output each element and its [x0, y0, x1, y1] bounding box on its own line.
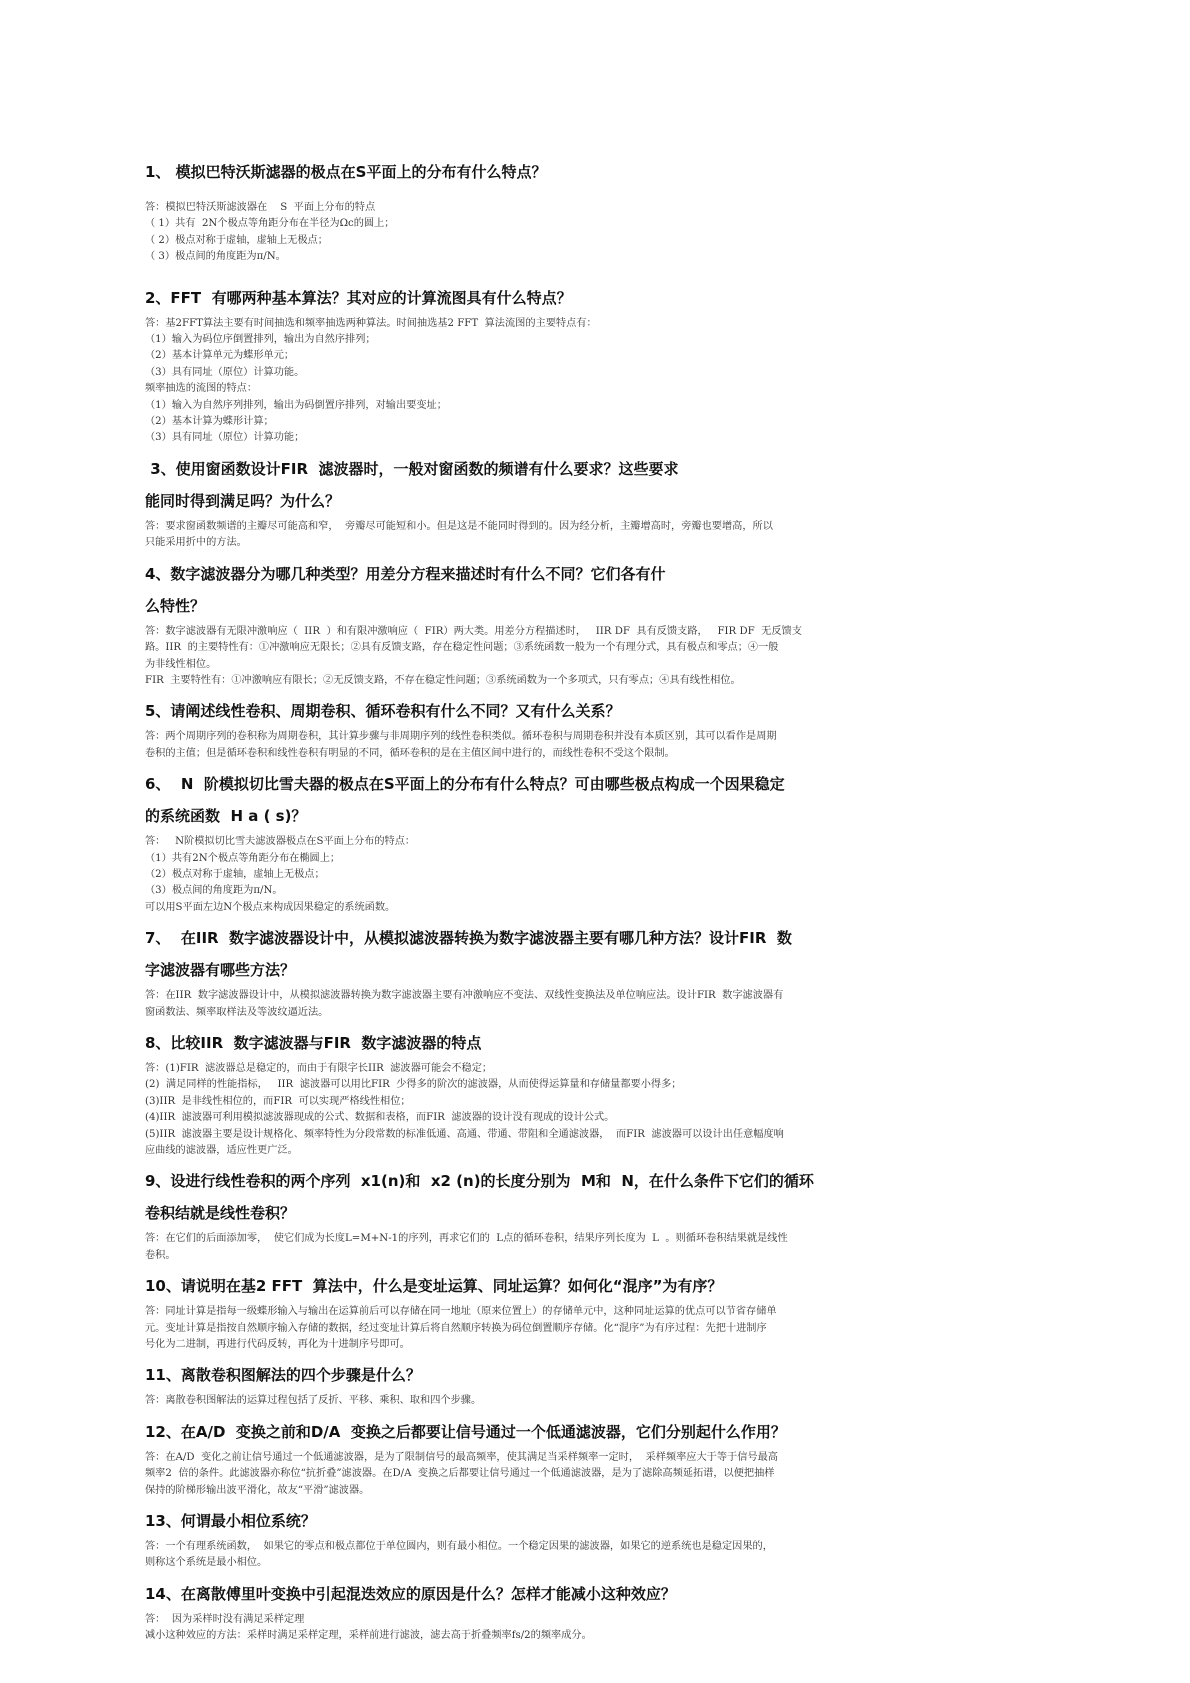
question-title — [145, 286, 865, 310]
qa-item — [145, 699, 865, 762]
question-title-line: 7、 在IIR 数字滤波器设计中，从模拟滤波器转换为数字滤波器主要有哪几种方法？设计FIR 数 — [145, 929, 792, 948]
answer-line: 则称这个系统是最小相位。 — [145, 1557, 268, 1569]
question-title-line: 字滤波器有哪些方法？ — [145, 961, 296, 980]
answer-line: 可以用S平面左边N个极点来构成因果稳定的系统函数。 — [145, 901, 396, 913]
question-title — [145, 457, 865, 513]
qa-item — [145, 457, 865, 552]
question-title — [145, 1169, 865, 1225]
answer-line: 答：(1)FIR 滤波器总是稳定的，而由于有限字长IIR 滤波器可能会不稳定； — [145, 1062, 493, 1074]
answer-line: 答：一个有理系统函数， 如果它的零点和极点都位于单位圆内，则有最小相位。一个稳定因果的滤波器，如果它的逆系统也是稳定因果的， — [145, 1541, 773, 1553]
qa-item — [145, 1169, 865, 1264]
answer-line: 答：离散卷积图解法的运算过程包括了反折、平移、乘积、取和四个步骤。 — [145, 1395, 482, 1407]
question-title-line: 卷积结就是线性卷积？ — [145, 1204, 296, 1223]
answer-line: 减小这种效应的方法：采样时满足采样定理，采样前进行滤波，滤去高于折叠频率fs/2的频率成分。 — [145, 1630, 592, 1642]
question-title — [145, 1031, 865, 1055]
answer-text — [145, 624, 865, 690]
answer-line: （3）具有同址（原位）计算功能； — [145, 432, 305, 444]
question-title-line: 4、数字滤波器分为哪几种类型？用差分方程来描述时有什么不同？它们各有什 — [145, 564, 666, 583]
qa-item — [145, 1582, 865, 1645]
answer-text — [145, 1539, 865, 1572]
question-title-line: 9、设进行线性卷积的两个序列 x1(n)和 x2 (n)的长度分别为 M和 N，在什么条件下它们的循环 — [145, 1172, 814, 1191]
question-title-line: 6、 N 阶模拟切比雪夫器的极点在S平面上的分布有什么特点？可由哪些极点构成一个因果稳定 — [145, 775, 785, 794]
question-title-line: 10、请说明在基2 FFT 算法中，什么是变址运算、同址运算？如何化“混序”为有序？ — [145, 1277, 723, 1296]
answer-line: （1）输入为码位序倒置排列，输出为自然序排列； — [145, 334, 376, 346]
answer-text — [145, 1231, 865, 1264]
answer-line: 频率2 倍的条件。此滤波器亦称位“抗折叠”滤波器。在D/A 变换之后都要让信号通过一个低通滤波器，是为了滤除高频延拓谱，以便把抽样 — [145, 1468, 775, 1480]
answer-text — [145, 1061, 865, 1159]
question-title-line: 能同时得到满足吗？为什么？ — [145, 491, 341, 510]
answer-line: （ 3）极点间的角度距为π/N。 — [145, 251, 286, 263]
question-title — [145, 772, 865, 828]
answer-line: 为非线性相位。 — [145, 658, 217, 670]
question-title — [145, 1582, 865, 1606]
question-title — [145, 1420, 865, 1444]
answer-line: 答：要求窗函数频谱的主瓣尽可能高和窄， 旁瓣尽可能短和小。但是这是不能同时得到的。因为经分析，主瓣增高时，旁瓣也要增高，所以 — [145, 520, 773, 532]
answer-line: 路。IIR 的主要特性有：①冲激响应无限长；②具有反馈支路，存在稳定性问题；③系统函数一般为一个有理分式，具有极点和零点；④一般 — [145, 642, 779, 654]
question-title-line: 5、请阐述线性卷积、周期卷积、循环卷积有什么不同？又有什么关系？ — [145, 702, 621, 721]
question-title — [145, 1509, 865, 1533]
answer-line: 答：在IIR 数字滤波器设计中，从模拟滤波器转换为数字滤波器主要有冲激响应不变法、双线性变换法及单位响应法。设计FIR 数字滤波器有 — [145, 990, 784, 1002]
answer-text — [145, 1304, 865, 1353]
answer-line: 应曲线的滤波器，适应性更广泛。 — [145, 1145, 298, 1156]
qa-item — [145, 926, 865, 1021]
answer-line: （3）具有同址（原位）计算功能。 — [145, 366, 305, 378]
answer-line: 答：同址计算是指每一级蝶形输入与输出在运算前后可以存储在同一地址（原来位置上）的存储单元中，这种同址运算的优点可以节省存储单 — [145, 1306, 777, 1318]
answer-line: 答：数字滤波器有无限冲激响应（ IIR ）和有限冲激响应（ FIR）两大类。用差分方程描述时， IIR DF 具有反馈支路， FIR DF 无反馈支 — [145, 625, 802, 637]
answer-text — [145, 834, 865, 916]
answer-line: （3）极点间的角度距为π/N。 — [145, 885, 283, 897]
answer-text — [145, 1450, 865, 1499]
answer-line: 答： N阶模拟切比雪夫滤波器极点在S平面上分布的特点： — [145, 836, 416, 848]
answer-text — [145, 729, 865, 762]
answer-line: （2）基本计算为蝶形计算； — [145, 416, 274, 428]
qa-item — [145, 562, 865, 690]
answer-line: 保持的阶梯形输出波平滑化，故友“平滑”滤波器。 — [145, 1484, 370, 1496]
qa-item — [145, 1420, 865, 1499]
qa-item — [145, 1509, 865, 1572]
answer-line: （1）共有2N个极点等角距分布在椭圆上； — [145, 852, 341, 864]
question-title-line: 的系统函数 H a ( s)？ — [145, 807, 307, 826]
answer-text — [145, 988, 865, 1021]
answer-line: 答：基2FFT算法主要有时间抽选和频率抽选两种算法。时间抽选基2 FFT 算法流图的主要特点有： — [145, 317, 597, 329]
answer-line: 答： 因为采样时没有满足采样定理 — [145, 1613, 305, 1625]
answer-text — [145, 200, 865, 266]
answer-text — [145, 316, 865, 447]
answer-line: （1）输入为自然序列排列，输出为码倒置序排列，对输出要变址； — [145, 399, 447, 411]
qa-item — [145, 286, 865, 447]
answer-line: 窗函数法、频率取样法及等波纹逼近法。 — [145, 1006, 329, 1018]
qa-item — [145, 1274, 865, 1353]
question-title — [145, 160, 865, 184]
answer-line: 号化为二进制，再进行代码反转，再化为十进制序号即可。 — [145, 1339, 410, 1351]
answer-line: 元。变址计算是指按自然顺序输入存储的数据，经过变址计算后将自然顺序转换为码位倒置顺序存储。化“混序”为有序过程：先把十进制序 — [145, 1322, 767, 1334]
answer-text — [145, 519, 865, 552]
qa-item — [145, 160, 865, 266]
answer-line: FIR 主要特性有：①冲激响应有限长；②无反馈支路，不存在稳定性问题；③系统函数为一个多项式，只有零点；④具有线性相位。 — [145, 674, 741, 686]
question-title-line: 么特性？ — [145, 596, 206, 615]
answer-line: (3)IIR 是非线性相位的，而FIR 可以实现严格线性相位； — [145, 1095, 411, 1107]
question-title-line: 11、离散卷积图解法的四个步骤是什么？ — [145, 1366, 421, 1385]
question-title-line: 13、何谓最小相位系统？ — [145, 1512, 316, 1531]
answer-line: （2）极点对称于虚轴，虚轴上无极点； — [145, 868, 325, 880]
answer-line: (2) 满足同样的性能指标， IIR 滤波器可以用比FIR 少得多的阶次的滤波器，从而使得运算量和存储量都要小得多； — [145, 1079, 682, 1091]
answer-line: 答：两个周期序列的卷积称为周期卷积，其计算步骤与非周期序列的线性卷积类似。循环卷积与周期卷积并没有本质区别，其可以看作是周期 — [145, 731, 777, 743]
qa-list — [145, 160, 865, 1655]
question-title — [145, 926, 865, 982]
answer-text — [145, 1393, 865, 1409]
answer-line: （ 1）共有 2N个极点等角距分布在半径为Ωc的圆上； — [145, 218, 395, 230]
question-title-line: 12、在A/D 变换之前和D/A 变换之后都要让信号通过一个低通滤波器，它们分别起什么作用？ — [145, 1422, 786, 1441]
answer-line: （2）基本计算单元为蝶形单元； — [145, 350, 295, 362]
question-title-line: 1、 模拟巴特沃斯滤器的极点在S平面上的分布有什么特点？ — [145, 163, 547, 181]
answer-text — [145, 1612, 865, 1645]
question-title — [145, 562, 865, 618]
question-title-line: 2、FFT 有哪两种基本算法？其对应的计算流图具有什么特点？ — [145, 288, 572, 307]
answer-line: 卷积的主值；但是循环卷积和线性卷积有明显的不同，循环卷积的是在主值区间中进行的，而线性卷积不受这个限制。 — [145, 747, 675, 759]
answer-line: 卷积。 — [145, 1249, 176, 1261]
answer-line: 频率抽选的流图的特点： — [145, 383, 258, 395]
answer-line: 答：在它们的后面添加零， 使它们成为长度L=M+N-1的序列，再求它们的 L点的循环卷积，结果序列长度为 L 。则循环卷积结果就是线性 — [145, 1233, 788, 1245]
question-title — [145, 1363, 865, 1387]
question-title — [145, 699, 865, 723]
answer-line: （ 2）极点对称于虚轴，虚轴上无极点； — [145, 234, 328, 246]
question-title — [145, 1274, 865, 1298]
question-title-line: 14、在离散傅里叶变换中引起混迭效应的原因是什么？怎样才能减小这种效应？ — [145, 1584, 676, 1603]
qa-item — [145, 772, 865, 916]
answer-line: (4)IIR 滤波器可利用模拟滤波器现成的公式、数据和表格，而FIR 滤波器的设计没有现成的设计公式。 — [145, 1112, 615, 1124]
qa-item — [145, 1031, 865, 1159]
question-title-line: 8、比较IIR 数字滤波器与FIR 数字滤波器的特点 — [145, 1033, 482, 1052]
answer-line: 只能采用折中的方法。 — [145, 537, 247, 549]
question-title-line: 3、使用窗函数设计FIR 滤波器时，一般对窗函数的频谱有什么要求？这些要求 — [145, 459, 679, 478]
answer-line: (5)IIR 滤波器主要是设计规格化、频率特性为分段常数的标准低通、高通、带通、带阻和全通滤波器， 而FIR 滤波器可以设计出任意幅度响 — [145, 1128, 784, 1140]
qa-item — [145, 1363, 865, 1409]
answer-line: 答：模拟巴特沃斯滤波器在 S 平面上分布的特点 — [145, 202, 376, 213]
answer-line: 答：在A/D 变化之前让信号通过一个低通滤波器，是为了限制信号的最高频率，使其满足当采样频率一定时， 采样频率应大于等于信号最高 — [145, 1451, 778, 1463]
